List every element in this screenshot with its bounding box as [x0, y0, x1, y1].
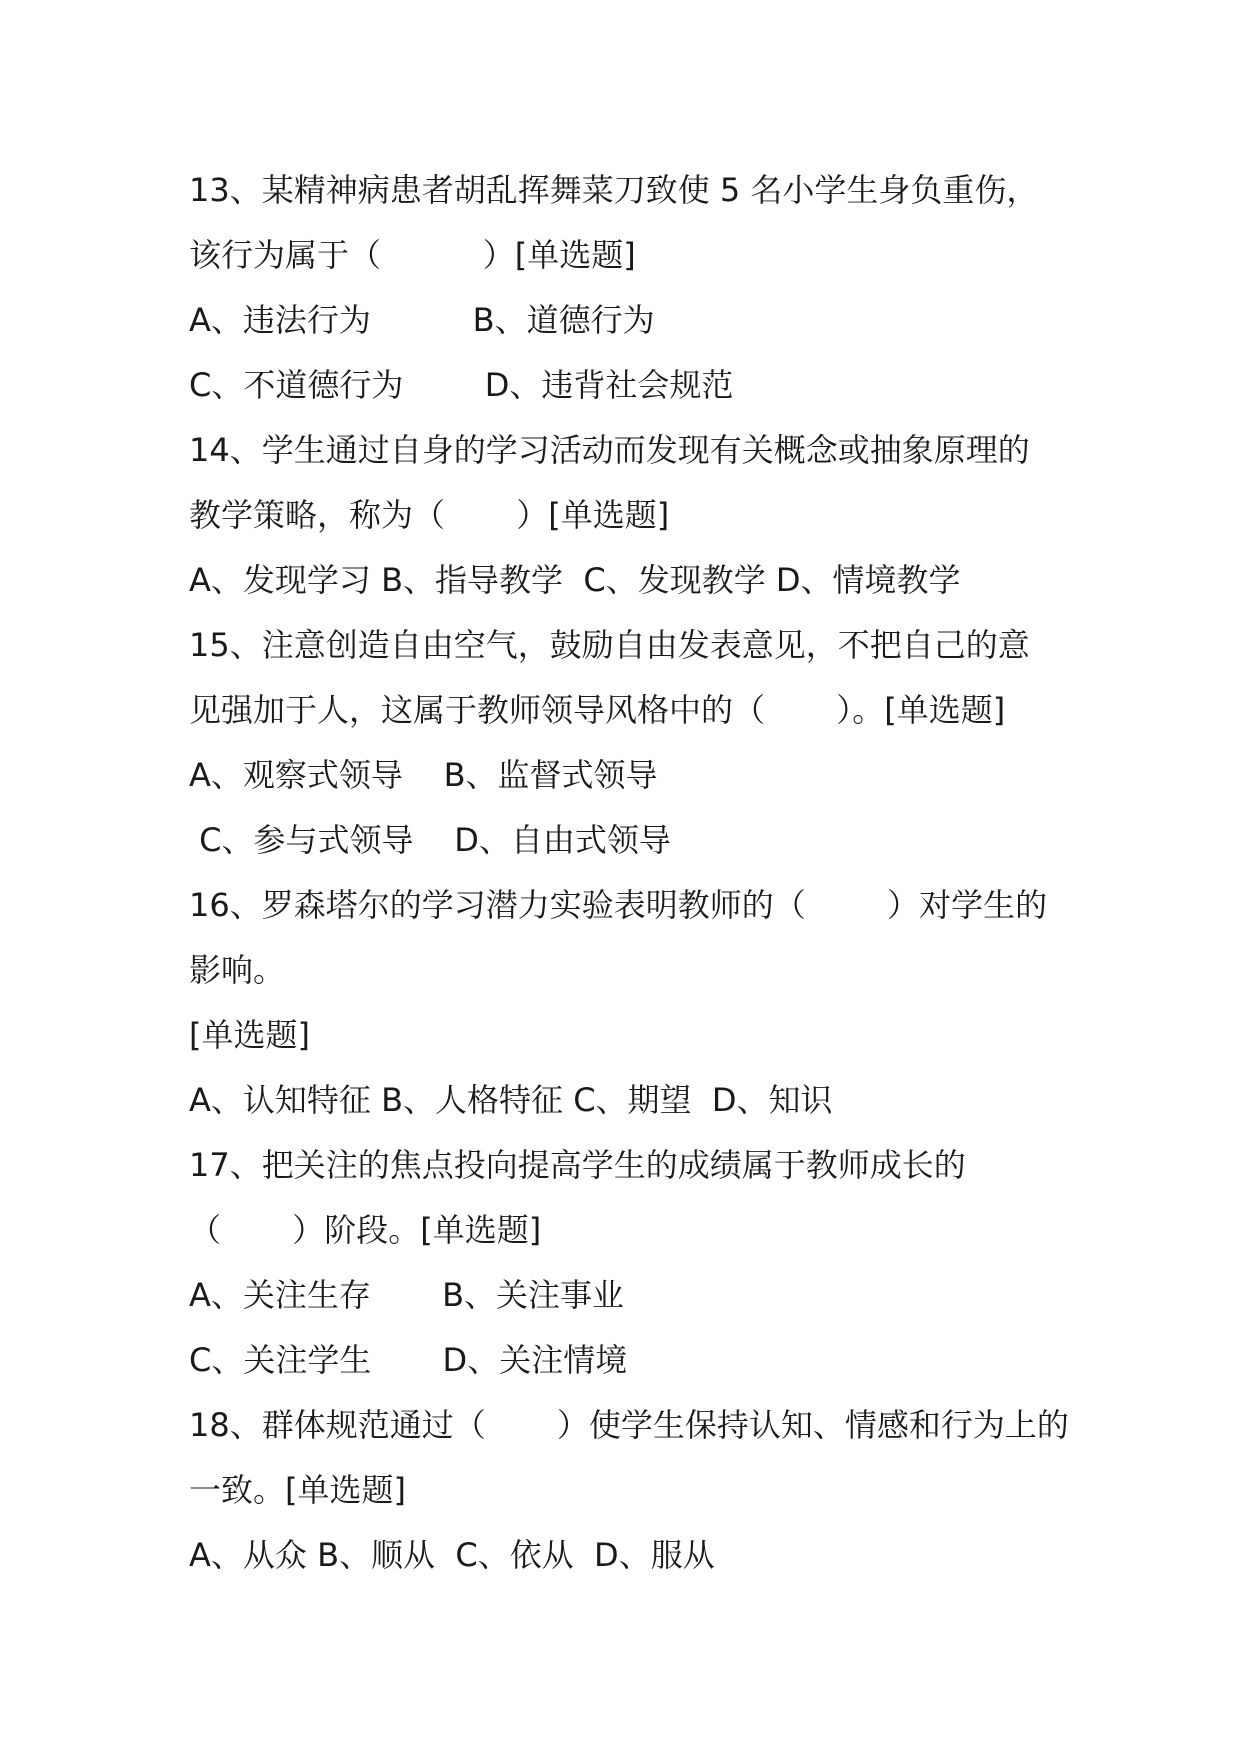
question-13-options-ab: A、违法行为 B、道德行为 — [189, 301, 655, 339]
question-17-stem-line-1: 17、把关注的焦点投向提高学生的成绩属于教师成长的 — [189, 1146, 966, 1184]
question-13-stem-line-1: 13、某精神病患者胡乱挥舞菜刀致使 5 名小学生身负重伤， — [189, 171, 1039, 209]
question-15-options-ab: A、观察式领导 B、监督式领导 — [189, 756, 658, 794]
question-16-stem-line-2: 影响。 — [189, 951, 286, 989]
question-18-stem-line-2: 一致。[单选题] — [189, 1471, 406, 1509]
question-15-stem-line-2: 见强加于人，这属于教师领导风格中的（ ）。[单选题] — [189, 691, 1006, 729]
question-14-stem-line-2: 教学策略，称为（ ）[单选题] — [189, 496, 670, 534]
question-13-stem-line-2: 该行为属于（ ）[单选题] — [189, 236, 636, 274]
question-17-options-ab: A、关注生存 B、关注事业 — [189, 1276, 625, 1314]
question-18-stem-line-1: 18、群体规范通过（ ）使学生保持认知、情感和行为上的 — [189, 1406, 1069, 1444]
question-14-stem-line-1: 14、学生通过自身的学习活动而发现有关概念或抽象原理的 — [189, 431, 1030, 469]
question-17-stem-line-2: （ ）阶段。[单选题] — [189, 1211, 542, 1249]
question-17-options-cd: C、关注学生 D、关注情境 — [189, 1341, 628, 1379]
question-13-options-cd: C、不道德行为 D、违背社会规范 — [189, 366, 734, 404]
question-16-stem-line-1: 16、罗森塔尔的学习潜力实验表明教师的（ ）对学生的 — [189, 886, 1048, 924]
question-15-stem-line-1: 15、注意创造自由空气，鼓励自由发表意见，不把自己的意 — [189, 626, 1030, 664]
question-16-options: A、认知特征 B、人格特征 C、期望 D、知识 — [189, 1081, 833, 1119]
question-14-options: A、发现学习 B、指导教学 C、发现教学 D、情境教学 — [189, 561, 961, 599]
question-16-type: [单选题] — [189, 1016, 310, 1054]
question-15-options-cd: C、参与式领导 D、自由式领导 — [189, 821, 671, 859]
question-list — [189, 158, 1069, 1588]
question-18-options: A、从众 B、顺从 C、依从 D、服从 — [189, 1536, 715, 1574]
